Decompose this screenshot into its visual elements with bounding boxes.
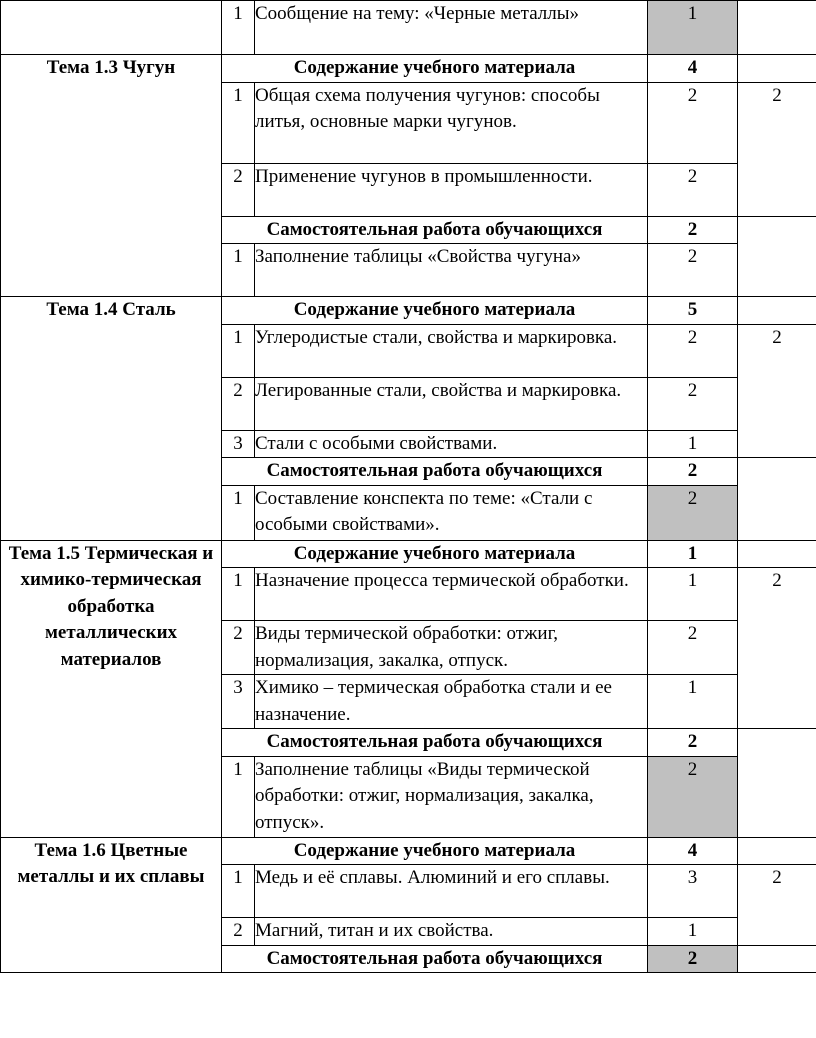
level-cell <box>738 837 816 865</box>
content-header: Содержание учебного материала <box>222 837 648 865</box>
self-work-header: Самостоятельная работа обучающихся <box>222 945 648 973</box>
item-text: Заполнение таблицы «Виды термической обработки: отжиг, нормализация, закалка, отпуск». <box>255 756 648 837</box>
self-work-header: Самостоятельная работа обучающихся <box>222 216 648 244</box>
theme-title: Тема 1.5 Термическая и химико-термическая обработка металлических материалов <box>1 540 222 837</box>
self-work-header: Самостоятельная работа обучающихся <box>222 729 648 757</box>
level-value: 2 <box>738 82 816 216</box>
table-row <box>1 55 816 83</box>
item-hours: 2 <box>648 377 738 430</box>
item-hours: 2 <box>648 324 738 377</box>
content-hours: 4 <box>648 55 738 83</box>
level-value: 2 <box>738 865 816 946</box>
item-text: Заполнение таблицы «Свойства чугуна» <box>255 244 648 297</box>
theme-title: Тема 1.6 Цветные металлы и их сплавы <box>1 837 222 973</box>
item-text: Углеродистые стали, свойства и маркировка. <box>255 324 648 377</box>
content-hours: 5 <box>648 297 738 325</box>
item-text: Медь и её сплавы. Алюминий и его сплавы. <box>255 865 648 918</box>
item-hours: 1 <box>648 568 738 621</box>
item-text: Легированные стали, свойства и маркировка. <box>255 377 648 430</box>
theme-cell <box>1 1 222 55</box>
item-number: 1 <box>222 865 255 918</box>
theme-title: Тема 1.4 Сталь <box>1 297 222 541</box>
level-cell <box>738 297 816 325</box>
item-hours: 2 <box>648 163 738 216</box>
item-hours: 1 <box>648 918 738 946</box>
item-hours: 1 <box>648 430 738 458</box>
self-work-header: Самостоятельная работа обучающихся <box>222 458 648 486</box>
item-hours: 2 <box>648 756 738 837</box>
item-text: Сообщение на тему: «Черные металлы» <box>255 1 648 55</box>
item-text: Назначение процесса термической обработки. <box>255 568 648 621</box>
content-header: Содержание учебного материала <box>222 55 648 83</box>
item-hours: 2 <box>648 621 738 675</box>
level-cell <box>738 216 816 297</box>
item-number: 1 <box>222 1 255 55</box>
self-work-hours: 2 <box>648 729 738 757</box>
item-text: Магний, титан и их свойства. <box>255 918 648 946</box>
item-hours: 3 <box>648 865 738 918</box>
level-cell <box>738 945 816 973</box>
content-header: Содержание учебного материала <box>222 297 648 325</box>
table-row <box>1 540 816 568</box>
content-hours: 1 <box>648 540 738 568</box>
level-cell <box>738 729 816 838</box>
item-hours: 1 <box>648 1 738 55</box>
level-value: 2 <box>738 324 816 458</box>
content-hours: 4 <box>648 837 738 865</box>
content-header: Содержание учебного материала <box>222 540 648 568</box>
item-number: 3 <box>222 430 255 458</box>
item-text: Применение чугунов в промышленности. <box>255 163 648 216</box>
level-cell <box>738 1 816 55</box>
item-number: 1 <box>222 244 255 297</box>
item-number: 2 <box>222 918 255 946</box>
level-cell <box>738 540 816 568</box>
item-text: Химико – термическая обработка стали и ее назначение. <box>255 675 648 729</box>
table-row <box>1 297 816 325</box>
item-number: 1 <box>222 756 255 837</box>
item-hours: 2 <box>648 244 738 297</box>
table-row <box>1 837 816 865</box>
item-number: 1 <box>222 485 255 540</box>
item-number: 2 <box>222 377 255 430</box>
self-work-hours: 2 <box>648 216 738 244</box>
level-cell <box>738 55 816 83</box>
item-text: Составление конспекта по теме: «Стали с особыми свойствами». <box>255 485 648 540</box>
item-hours: 2 <box>648 485 738 540</box>
item-number: 3 <box>222 675 255 729</box>
item-number: 2 <box>222 621 255 675</box>
item-hours: 1 <box>648 675 738 729</box>
item-number: 1 <box>222 568 255 621</box>
item-text: Стали с особыми свойствами. <box>255 430 648 458</box>
item-text: Виды термической обработки: отжиг, нормализация, закалка, отпуск. <box>255 621 648 675</box>
self-work-hours: 2 <box>648 458 738 486</box>
item-number: 1 <box>222 324 255 377</box>
level-value: 2 <box>738 568 816 729</box>
item-text: Общая схема получения чугунов: способы литья, основные марки чугунов. <box>255 82 648 163</box>
item-number: 2 <box>222 163 255 216</box>
item-hours: 2 <box>648 82 738 163</box>
table-row <box>1 1 816 55</box>
level-cell <box>738 458 816 541</box>
theme-title: Тема 1.3 Чугун <box>1 55 222 297</box>
item-number: 1 <box>222 82 255 163</box>
self-work-hours: 2 <box>648 945 738 973</box>
